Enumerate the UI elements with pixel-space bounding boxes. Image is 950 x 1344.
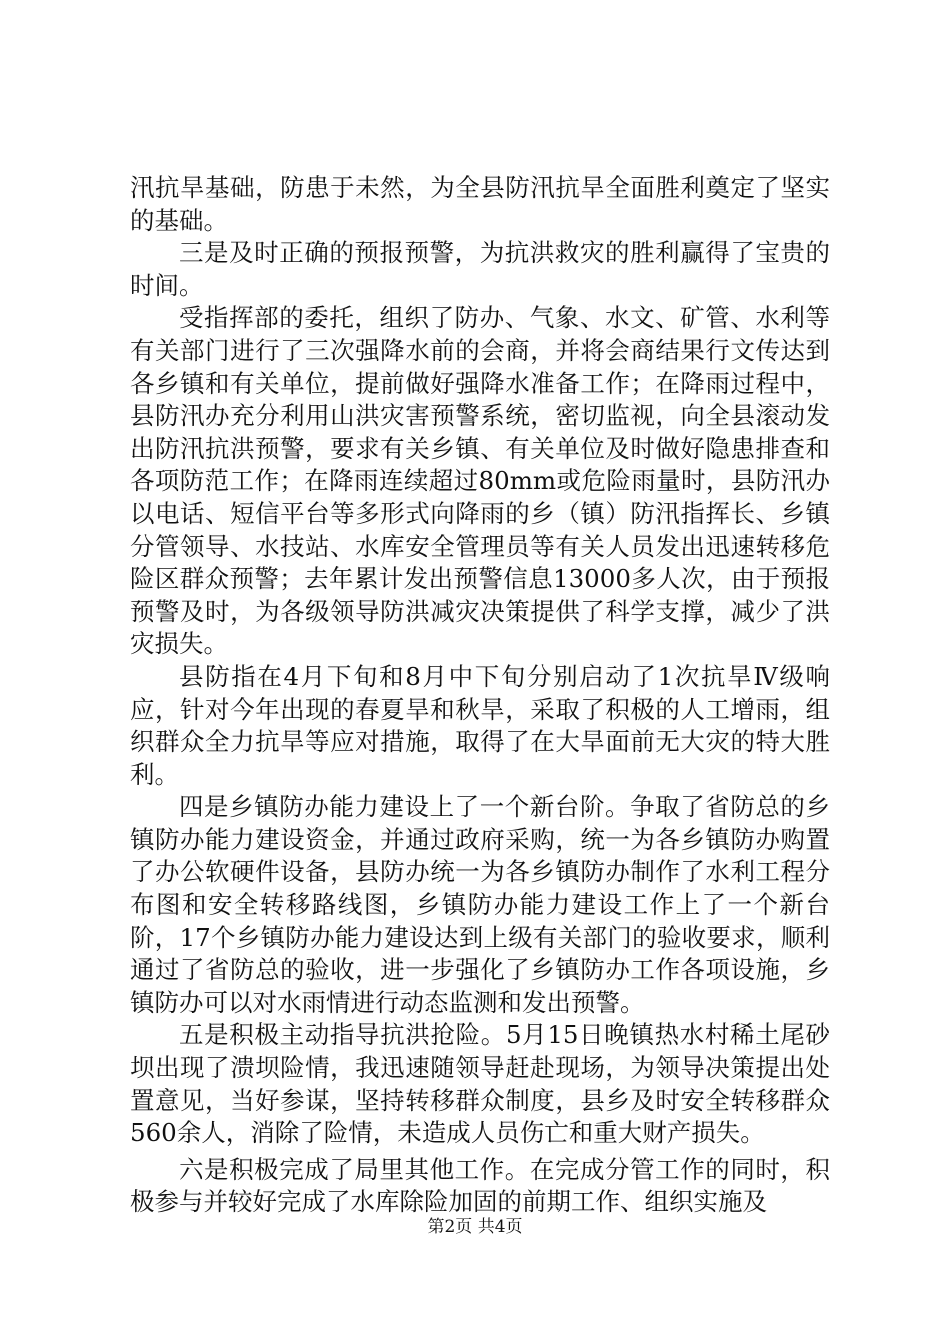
document-body	[130, 172, 830, 1219]
paragraph-item-six: 六是积极完成了局里其他工作。在完成分管工作的同时，积极参与并较好完成了水库除险加固的前期工作、组织实施及	[130, 1154, 830, 1217]
page-footer	[0, 1216, 950, 1238]
paragraph-item-three: 三是及时正确的预报预警，为抗洪救灾的胜利赢得了宝贵的时间。	[130, 238, 830, 300]
paragraph-warning-details: 受指挥部的委托，组织了防办、气象、水文、矿管、水利等有关部门进行了三次强降水前的会商，并将会商结果行文传达到各乡镇和有关单位，提前做好强降水准备工作；在降雨过程中，县防汛办充分利用山洪灾害预警系统，密切监视，向全县滚动发出防汛抗洪预警，要求有关乡镇、有关单位及时做好隐患排查和各项防范工作；在降雨连续超过80mm或危险雨量时，县防汛办以电话、短信平台等多形式向降雨的乡（镇）防汛指挥长、乡镇分管领导、水技站、水库安全管理员等有关人员发出迅速转移危险区群众预警；去年累计发出预警信息13000多人次，由于预报预警及时，为各级领导防洪减灾决策提供了科学支撑，减少了洪灾损失。	[130, 303, 830, 659]
paragraph-continuation: 汛抗旱基础，防患于未然，为全县防汛抗旱全面胜利奠定了坚实的基础。	[130, 173, 830, 235]
page-number: 第2页 共4页	[427, 1217, 523, 1237]
paragraph-item-four: 四是乡镇防办能力建设上了一个新台阶。争取了省防总的乡镇防办能力建设资金，并通过政府采购，统一为各乡镇防办购置了办公软硬件设备，县防办统一为各乡镇防办制作了水利工程分布图和安全转移路线图，乡镇防办能力建设工作上了一个新台阶，17个乡镇防办能力建设达到上级有关部门的验收要求，顺利通过了省防总的验收，进一步强化了乡镇防办工作各项设施，乡镇防办可以对水雨情进行动态监测和发出预警。	[130, 792, 830, 1017]
paragraph-drought-response: 县防指在4月下旬和8月中下旬分别启动了1次抗旱Ⅳ级响应，针对今年出现的春夏旱和秋旱，采取了积极的人工增雨，组织群众全力抗旱等应对措施，取得了在大旱面前无大灾的特大胜利。	[130, 661, 830, 789]
paragraph-item-five: 五是积极主动指导抗洪抢险。5月15日晚镇热水村稀土尾砂坝出现了溃坝险情，我迅速随领导赶赴现场，为领导决策提出处置意见，当好参谋，坚持转移群众制度，县乡及时安全转移群众560余人，消除了险情，未造成人员伤亡和重大财产损失。	[130, 1020, 830, 1148]
